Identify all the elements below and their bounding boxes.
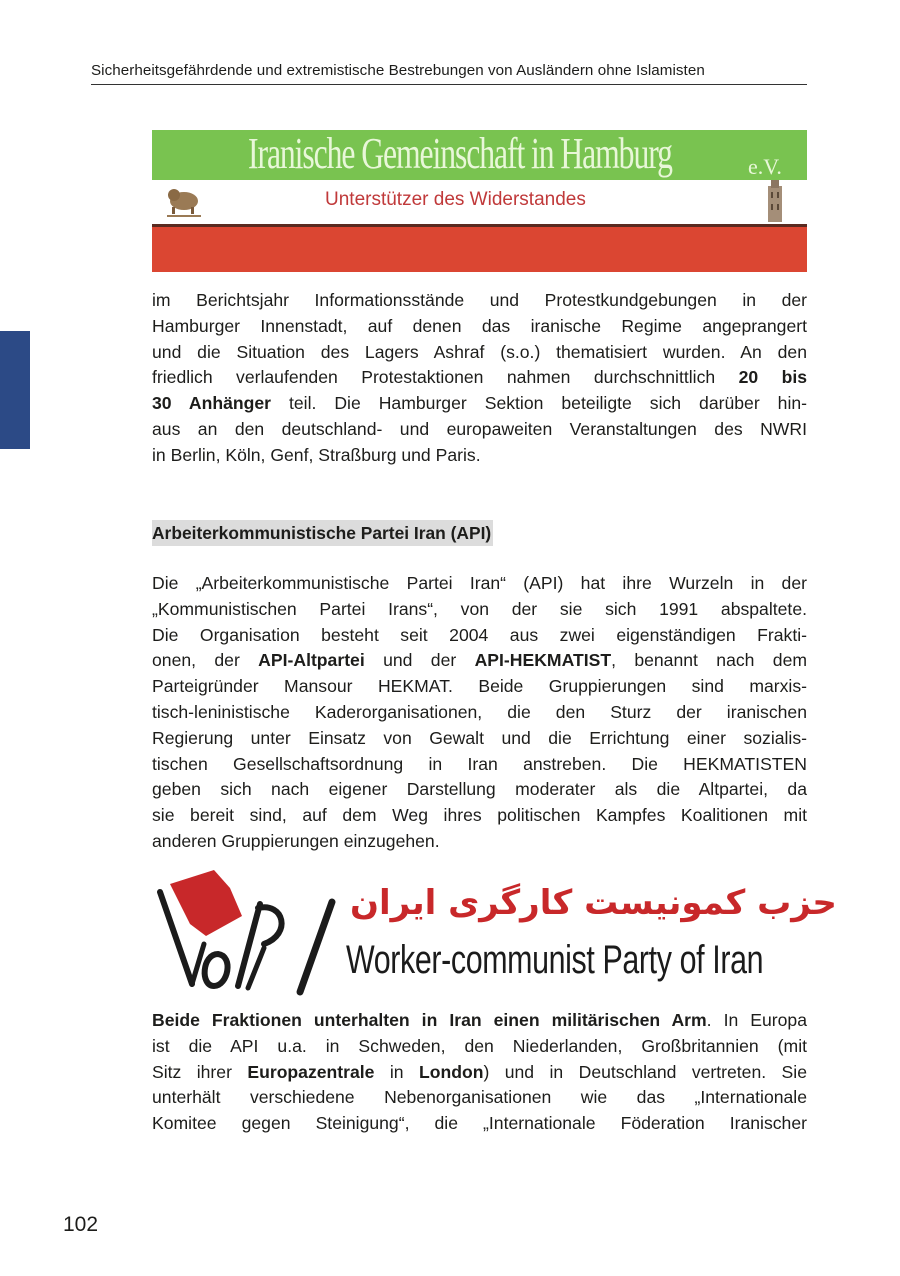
text-line: Regierung unter Einsatz von Gewalt und die Errichtung einer sozialis-	[152, 727, 807, 748]
text-line: Komitee gegen Steinigung“, die „Internationale Föderation Iranischer	[152, 1113, 807, 1134]
text-line: in Berlin, Köln, Genf, Straßburg und Paris.	[152, 444, 481, 465]
text-line: tisch-leninistische Kaderorganisationen, die den Sturz der iranischen	[152, 701, 807, 722]
text-line: friedlich verlaufenden Protestaktionen nahmen durchschnittlich 20 bis	[152, 367, 807, 388]
banner-red-band	[152, 227, 807, 272]
text-line: geben sich nach eigener Darstellung moderater als die Altpartei, da	[152, 779, 807, 800]
paragraph-api-history	[152, 571, 807, 855]
banner-title-suffix: e.V.	[748, 154, 782, 179]
paragraph-nwri-hamburg	[152, 288, 807, 469]
banner-subtitle: Unterstützer des Widerstandes	[325, 189, 586, 210]
text-line: und die Situation des Lagers Ashraf (s.o.) thematisiert wurden. An den	[152, 341, 807, 362]
logo-english-text: Worker-communist Party of Iran	[346, 938, 764, 982]
text-line: 30 Anhänger teil. Die Hamburger Sektion beteiligte sich darüber hin-	[152, 393, 807, 414]
text-line: onen, der API-Altpartei und der API-HEKMATIST, benannt nach dem	[152, 650, 808, 671]
logo-arabic-text: حزب کمونیست کارگری ایران	[350, 883, 837, 923]
wpi-monogram-flag-icon	[152, 864, 352, 999]
tower-icon	[764, 180, 786, 222]
paragraph-api-europe	[152, 1008, 807, 1137]
page-number: 102	[63, 1213, 99, 1236]
lion-and-sun-icon	[164, 185, 204, 219]
banner-title: Iranische Gemeinschaft in Hamburg	[248, 130, 672, 178]
text-line: im Berichtsjahr Informationsstände und Protestkundgebungen in der	[152, 290, 807, 310]
section-heading-api: Arbeiterkommunistische Partei Iran (API)	[152, 520, 493, 546]
text-line: ist die API u.a. in Schweden, den Niederlanden, Großbritannien (mit	[152, 1035, 807, 1056]
text-line: „Kommunistischen Partei Irans“, von der sie sich 1991 abspaltete.	[152, 598, 807, 619]
text-line: anderen Gruppierungen einzugehen.	[152, 830, 440, 851]
text-line: Beide Fraktionen unterhalten in Iran einen militärischen Arm. In Europa	[152, 1010, 807, 1030]
text-line: tischen Gesellschaftsordnung in Iran anstreben. Die HEKMATISTEN	[152, 753, 807, 774]
worker-communist-party-logo	[152, 864, 837, 999]
running-header: Sicherheitsgefährdende und extremistische Bestrebungen von Ausländern ohne Islamisten	[91, 62, 705, 79]
header-rule	[91, 84, 807, 85]
text-line: Sitz ihrer Europazentrale in London) und in Deutschland vertreten. Sie	[152, 1061, 807, 1082]
text-line: Die „Arbeiterkommunistische Partei Iran“ (API) hat ihre Wurzeln in der	[152, 573, 807, 593]
text-line: Die Organisation besteht seit 2004 aus zwei eigenständigen Frakti-	[152, 624, 807, 645]
text-line: Hamburger Innenstadt, auf denen das iranische Regime angeprangert	[152, 315, 807, 336]
text-line: sie bereit sind, auf dem Weg ihres politischen Kampfes Koalitionen mit	[152, 805, 807, 826]
text-line: unterhält verschiedene Nebenorganisationen wie das „Internationale	[152, 1087, 807, 1108]
chapter-side-tab	[0, 331, 30, 449]
text-line: aus an den deutschland- und europaweiten Veranstaltungen des NWRI	[152, 418, 807, 439]
text-line: Parteigründer Mansour HEKMAT. Beide Gruppierungen sind marxis-	[152, 676, 807, 697]
iranische-gemeinschaft-banner	[152, 130, 807, 272]
